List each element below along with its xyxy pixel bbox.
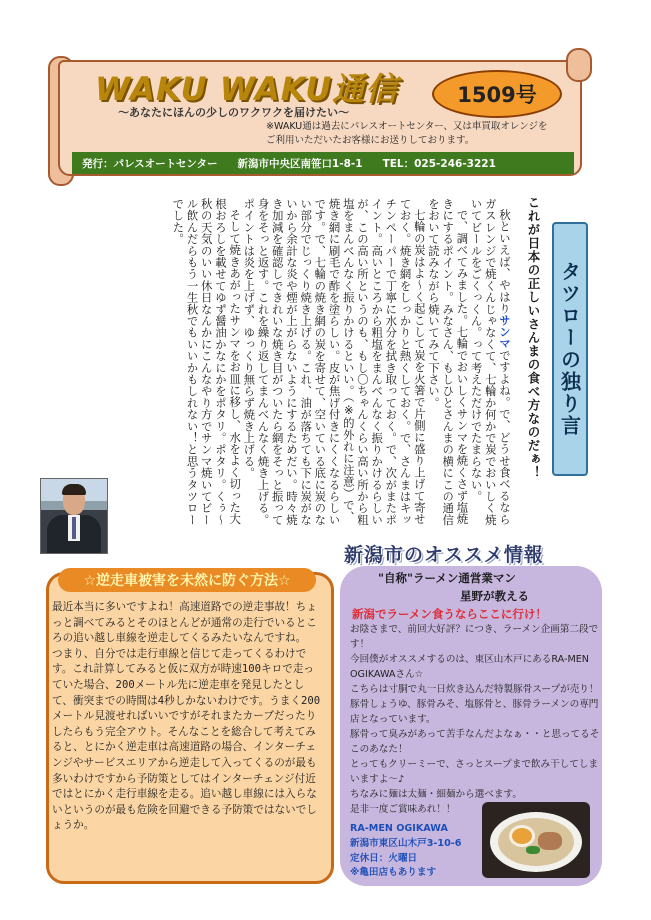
bowl-egg [512,828,532,844]
ramen-paragraph: 是非一度ご賞味あれ！！ [350,804,456,815]
wrongway-paragraph: 最近本当に多いですよね！高速道路での逆走事故！ちょっと調べてみるとそのほとんどが通常の走行でいるところの追い越し車線を逆走してくるみたいなんですね。 [52,601,317,645]
niigata-title: 新潟市のオススメ情報 [344,544,544,566]
wrongway-text [52,600,324,834]
bowl-pork [538,832,562,850]
notice [266,120,576,148]
wrongway-title: ☆逆走車被害を未然に防ぐ方法☆ [58,568,316,592]
photo-tie [72,517,76,539]
bowl-green [526,846,540,854]
shop-address: 新潟市東区山木戸3-10-6 [350,837,462,849]
notice-line-1: ※WAKU通は過去にパレスオートセンター、又は車買取オレンジを [266,121,548,132]
column-banner: タツローの独り言 [552,222,588,476]
article-body [64,198,512,528]
scroll-curl-right [566,48,592,82]
ramen-subtitle-1: "自称"ラーメン通営業マン [378,571,516,585]
shop-name: RA-MEN OGIKAWA [350,823,448,834]
ramen-headline: 新潟でラーメン食うならここに行け！ [352,607,547,621]
ramen-paragraph: お陰さまで、前回大好評？につき、ラーメン企画第二段です！ [350,624,599,650]
publisher: 発行：パレスオートセンター [82,157,218,170]
shop-branch: ※亀田店もあります [350,867,437,879]
article-paragraph: 七輪の炭はよ～く起こして炭を火箸で片側に盛り上げて寄せておく。焼き網をしっかりと熱くしておく。で、さんまはキッチンペーパーで丁寧に水分を拭き取っておく。で、次がまたポイント。高いところから粗塩をまんべんなく振りかけるらしいが、この高い所というのも、もし〇ちゃんくらい高い所から粗塩をまんべんなく振りかけるといい。（※的外れに注意）で、焼き網に刷毛で酢を塗らしい。皮が焦げ付きにくくなるらしいです。で、七輪の焼き網の炭を寄せて、空いている底に炭のない部分でじっくり焼き上げる。これ、油が落ちても下に炭がないから余計な炎や煙が上がらないようにするためだい。時々焼き加減を確認しできれいな焼き目がついたら網をそっと振って身をそっと返す。これを繰り返してまんべんなく焼き上げる。ポイントは炎を上げず、ゆっくり無らず焼き上げる。 [242,198,427,526]
ramen-subtitle-2: 星野が教える [460,589,529,603]
article-paragraph: で、調べてみました。七輪でおいしくサンマを焼くさず塩焼きにするポイント。みなさん、もしひとさんまの横にこの通信をおいて読みながら焼いてみて下さい。 [426,198,470,526]
notice-line-2: ご利用いただいたお客様にお送りしております。 [266,135,475,146]
article-paragraph: そして焼きあがったサンマをお皿に移し、水をよく切った大根おろしを載せてゆず醤油かなにかをポタリ。ポタリ。くぅ～秋の天気のいい休日なんかにこんなやり方でサンマ焼いてビール飲んだらもう一生秋でもいいかもしれない！と思うタツローでした。 [171,198,243,526]
wrongway-paragraph: つまり、自分では走行車線と信じて走ってくるわけです。これ計算してみると仮に双方が時速100キロで走っていた場合、200メートル先に逆走車を発見したとして、衝突までの時間は4秒しかないわけです。うまく200メートル見渡せればいいですがそれまたカーブだったりしたらもう完全アウト。そんなことを総合して考えてみると、とにかく逆走車は高速道路の場合、インターチェンジやサービスエリアから逆走して入ってくるのが最も多いわけですから予防策としてはインターチェンジ付近ではとにかく走行車線を走る。追い越し車線には入らないというのが最も危険を回避できる予防策ではないでしょうか。 [52,647,321,832]
photo-hair [62,484,86,495]
ramen-paragraph: とってもクリーミーで、さっとスープまで飲み干してしまいますよ～♪ [350,759,599,785]
newsletter-tagline: ～あなたにほんの少しのワクワクを届けたい～ [118,106,349,119]
shop-holiday: 定休日：火曜日 [350,852,418,864]
publisher-address: 新潟市中央区南笹口1-8-1 [237,157,363,170]
bowl-soup [498,818,574,866]
publisher-bar [72,152,574,174]
newsletter-title: WAKU WAKU通信 [95,70,399,108]
article-title: これが日本の正しいさんまの食べ方なのだぁ！ [526,196,541,480]
publisher-tel: TEL：025-246-3221 [382,157,496,170]
ramen-text [350,622,600,817]
saury-highlight: サンマ [498,314,512,350]
author-photo [40,478,108,554]
ramen-photo [482,802,590,878]
ramen-paragraph: 豚骨って臭みがあって苦手なんだよなぁ・・と思ってるそこのあなた！ [350,729,600,755]
article-paragraph: 秋といえば、やはりサンマですよね。で、どうせ食べるならガスレンジで焼くんじゃなくて、七輪か何かで炭でおいしく焼いてビールをごくっくん。って考えただけでたまらない。 [469,198,512,526]
ramen-paragraph: こちらは寸胴で丸一日炊き込んだ特製豚骨スープが売り！豚骨しょうゆ、豚骨みそ、塩豚骨と、豚骨ラーメンの専門店となっています。 [350,684,599,725]
shop-info [350,822,461,881]
ramen-paragraph: 今回僕がオススメするのは、東区山木戸にあるRA-MEN OGIKAWAさん☆ [350,654,589,680]
ramen-paragraph: ちなみに麺は太麺・細麺から選べます。 [350,789,522,800]
issue-number: 1509号 [432,70,562,118]
